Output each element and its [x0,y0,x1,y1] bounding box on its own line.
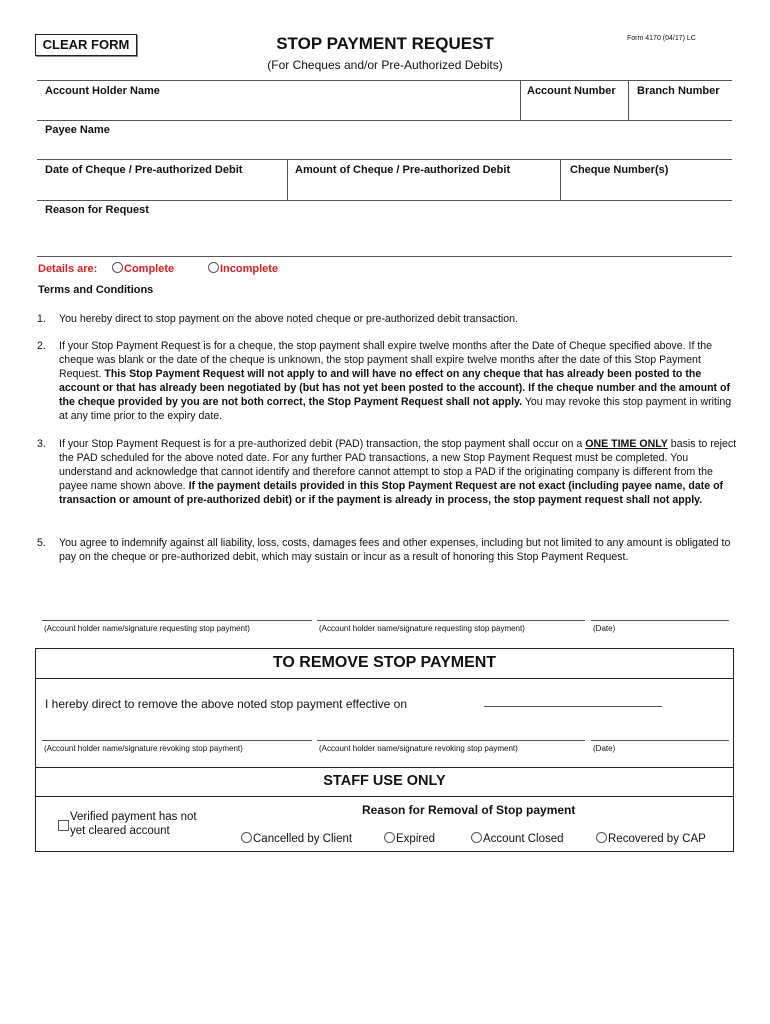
form-subtitle: (For Cheques and/or Pre-Authorized Debits) [267,58,503,72]
term-number: 1. [37,313,46,325]
requesting-signature-field-1[interactable] [42,603,312,619]
divider [36,767,733,768]
branch-number-field[interactable] [631,100,730,118]
checkbox-icon [58,820,69,831]
date-of-cheque-field[interactable] [40,179,284,197]
radio-icon [208,262,219,273]
term-number: 3. [37,438,46,450]
requesting-signature-field-2[interactable] [317,603,585,619]
reason-recovered-radio[interactable] [596,832,706,845]
signature-caption: (Account holder name/signature revoking stop payment) [319,744,518,753]
term-text [59,437,739,507]
account-number-label: Account Number [527,85,616,97]
reason-removal-title: Reason for Removal of Stop payment [362,803,576,817]
reason-recovered-label: Recovered by CAP [608,833,706,845]
amount-of-cheque-label: Amount of Cheque / Pre-authorized Debit [295,164,511,176]
branch-number-label: Branch Number [637,85,720,97]
reason-account-closed-radio[interactable] [471,832,564,845]
radio-icon [596,832,607,843]
cheque-numbers-field[interactable] [563,179,730,197]
term-text-part: You may revoke this stop payment in writing at any time prior to the expiry date. [59,396,732,422]
term-text-bold: If the payment details provided in this Stop Payment Request are not exact (including payee name, date of transaction or amount of pre-authorized debit) or if the payment is already in process, the stop payment request shall not apply. [59,480,724,506]
revoking-signature-field-1[interactable] [42,722,312,739]
effective-date-line [484,706,662,707]
payee-name-label: Payee Name [45,124,110,136]
term-number: 2. [37,340,46,352]
signature-line [591,740,729,741]
signature-caption: (Account holder name/signature requesting stop payment) [44,624,250,633]
date-of-cheque-label: Date of Cheque / Pre-authorized Debit [45,164,243,176]
term-text-part: If your Stop Payment Request is for a pre-authorized debit (PAD) transaction, the stop payment shall occur on a [59,438,586,450]
verified-label: Verified payment has not yet cleared account [70,811,197,837]
radio-icon [471,832,482,843]
signature-caption: (Account holder name/signature revoking stop payment) [44,744,243,753]
divider [37,159,732,160]
remove-section-title: TO REMOVE STOP PAYMENT [272,654,497,671]
reason-for-request-label: Reason for Request [45,204,149,216]
details-complete-radio[interactable] [112,262,174,275]
divider [36,678,733,679]
divider [37,256,732,257]
reason-for-request-field[interactable] [40,219,730,253]
account-holder-name-label: Account Holder Name [45,85,160,97]
term-text [59,339,739,423]
term-text-emphasis: ONE TIME ONLY [585,438,668,450]
radio-icon [241,832,252,843]
date-caption: (Date) [593,624,616,633]
effective-date-field[interactable] [484,690,662,705]
cheque-numbers-label: Cheque Number(s) [570,164,669,176]
reason-cancelled-radio[interactable] [241,832,352,845]
staff-section-title: STAFF USE ONLY [323,773,446,789]
reason-account-closed-label: Account Closed [483,833,564,845]
form-title: STOP PAYMENT REQUEST [276,34,494,53]
requesting-date-field[interactable] [591,603,729,619]
account-number-field[interactable] [523,100,625,118]
term-text: You agree to indemnify against all liability, loss, costs, damages fees and other expenses, including but not limited to any amount is obligated to pay on the cheque or pre-authorized debit, which may sustain or incur as a result of honoring this Stop Payment Request. [59,537,731,563]
reason-expired-label: Expired [396,833,435,845]
account-holder-name-field[interactable] [40,100,515,118]
signature-line [317,740,585,741]
term-text-part: If your Stop Payment Request is for a cheque, the stop payment shall expire twelve months after the Date of Cheque specified above. If the cheque was blank or the date of the cheque is unknown, the stop payment shall expire twelve months after the date of this Stop Payment Request. [59,340,713,380]
details-label: Details are: [38,263,98,275]
reason-expired-radio[interactable] [384,832,435,845]
amount-of-cheque-field[interactable] [290,179,557,197]
details-incomplete-label: Incomplete [220,263,279,275]
divider [37,200,732,201]
divider [36,796,733,797]
divider [560,159,561,200]
details-incomplete-radio[interactable] [208,262,278,275]
signature-line [591,620,729,621]
form-code: Form 4170 (04/17) LC [627,35,696,42]
signature-line [317,620,585,621]
signature-line [42,620,312,621]
divider [37,120,732,121]
term-text: You hereby direct to stop payment on the above noted cheque or pre-authorized debit transaction. [59,313,518,325]
verified-checkbox[interactable] [58,818,69,836]
clear-form-button[interactable]: CLEAR FORM [35,34,137,56]
term-text-bold: This Stop Payment Request will not apply to and will have no effect on any cheque that has already been posted to the account or that has already been negotiated by (but has not yet been posted to the account). If the cheque number and the amount of the cheque provided by you are not both correct, the Stop Payment Request shall not apply. [59,368,731,408]
revoking-date-field[interactable] [591,722,729,739]
reason-cancelled-label: Cancelled by Client [253,833,353,845]
signature-line [42,740,312,741]
term-text-part: basis to reject the PAD scheduled for the above noted date. For any further PAD transactions, a new Stop Payment Request must be completed. You understand and acknowledge that cannot identify and therefore cannot attempt to stop a PAD if the originating company is different from the payee name shown above. [59,438,737,492]
radio-icon [384,832,395,843]
date-caption: (Date) [593,744,616,753]
terms-title: Terms and Conditions [38,284,154,296]
divider [520,80,521,120]
revoking-signature-field-2[interactable] [317,722,585,739]
radio-icon [112,262,123,273]
payee-name-field[interactable] [40,139,730,157]
remove-text: I hereby direct to remove the above noted stop payment effective on [45,697,407,711]
signature-caption: (Account holder name/signature requesting stop payment) [319,624,525,633]
divider [628,80,629,120]
divider [287,159,288,200]
term-number: 5. [37,537,46,549]
details-complete-label: Complete [124,263,175,275]
